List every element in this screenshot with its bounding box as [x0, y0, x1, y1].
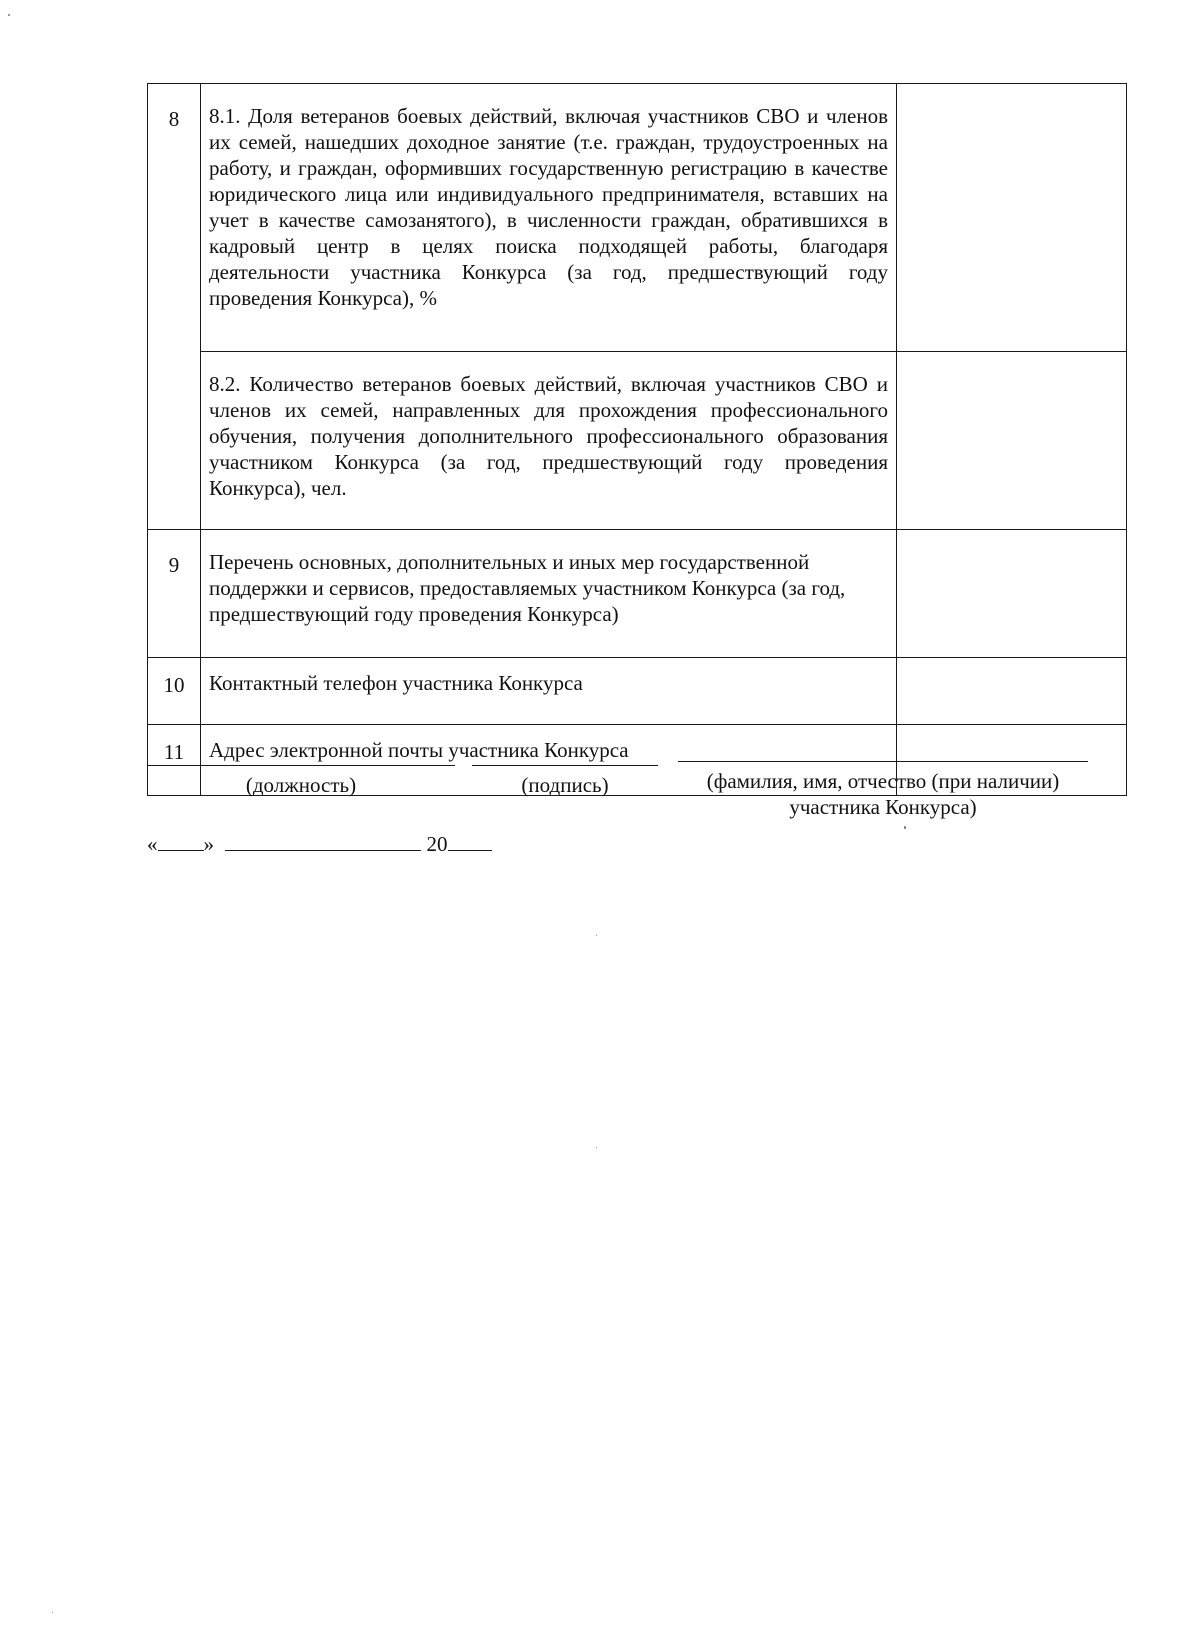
form-table	[147, 83, 1127, 796]
row-value-cell[interactable]	[897, 658, 1127, 725]
year-blank[interactable]	[448, 830, 492, 851]
scan-speck	[596, 935, 597, 936]
date-line	[147, 830, 492, 857]
date-close-quote: »	[203, 832, 214, 856]
table-row	[148, 658, 1127, 725]
scan-speck	[904, 826, 906, 829]
table-row	[148, 530, 1127, 658]
name-caption-line1: (фамилия, имя, отчество (при наличии)	[706, 769, 1060, 793]
row-value-cell[interactable]	[897, 352, 1127, 530]
scan-speck	[8, 14, 10, 16]
scan-speck	[596, 1147, 597, 1148]
row-description: Адрес электронной почты участника Конкурса	[201, 725, 897, 796]
signature-line[interactable]	[472, 765, 658, 766]
month-blank[interactable]	[225, 830, 421, 851]
row-value-cell[interactable]	[897, 530, 1127, 658]
position-signature-line[interactable]	[147, 765, 455, 766]
position-caption: (должность)	[245, 773, 357, 797]
name-caption-line2: участника Конкурса)	[789, 795, 977, 819]
row-value-cell[interactable]	[897, 84, 1127, 352]
row-description: 8.1. Доля ветеранов боевых действий, включая участников СВО и членов их семей, нашедших доходное занятие (т.е. граждан, трудоустроенных на работу, и граждан, оформивших государственную регистрацию в качестве юридического лица или индивидуального предпринимателя, вставших на учет в качестве самозанятого), в численности граждан, обратившихся в кадровый центр в целях поиска подходящей работы, благодаря деятельности участника Конкурса (за год, предшествующий году проведения Конкурса), %	[201, 84, 897, 352]
row-number: 10	[148, 658, 201, 725]
table-row	[148, 84, 1127, 352]
row-number: 11	[148, 725, 201, 796]
row-number: 8	[148, 84, 201, 530]
row-number: 9	[148, 530, 201, 658]
scan-speck	[52, 1612, 53, 1613]
name-signature-line[interactable]	[678, 761, 1088, 762]
year-prefix: 20	[426, 832, 448, 856]
signature-caption: (подпись)	[521, 773, 609, 797]
date-open-quote: «	[147, 832, 158, 856]
day-blank[interactable]	[158, 830, 204, 851]
row-description: Перечень основных, дополнительных и иных мер государственной поддержки и сервисов, предоставляемых участником Конкурса (за год, предшествующий году проведения Конкурса)	[201, 530, 897, 658]
row-description: 8.2. Количество ветеранов боевых действий, включая участников СВО и членов их семей, направленных для прохождения профессионального обучения, получения дополнительного профессионального образования участником Конкурса (за год, предшествующий году проведения Конкурса), чел.	[201, 352, 897, 530]
row-description: Контактный телефон участника Конкурса	[201, 658, 897, 725]
table-row	[148, 352, 1127, 530]
